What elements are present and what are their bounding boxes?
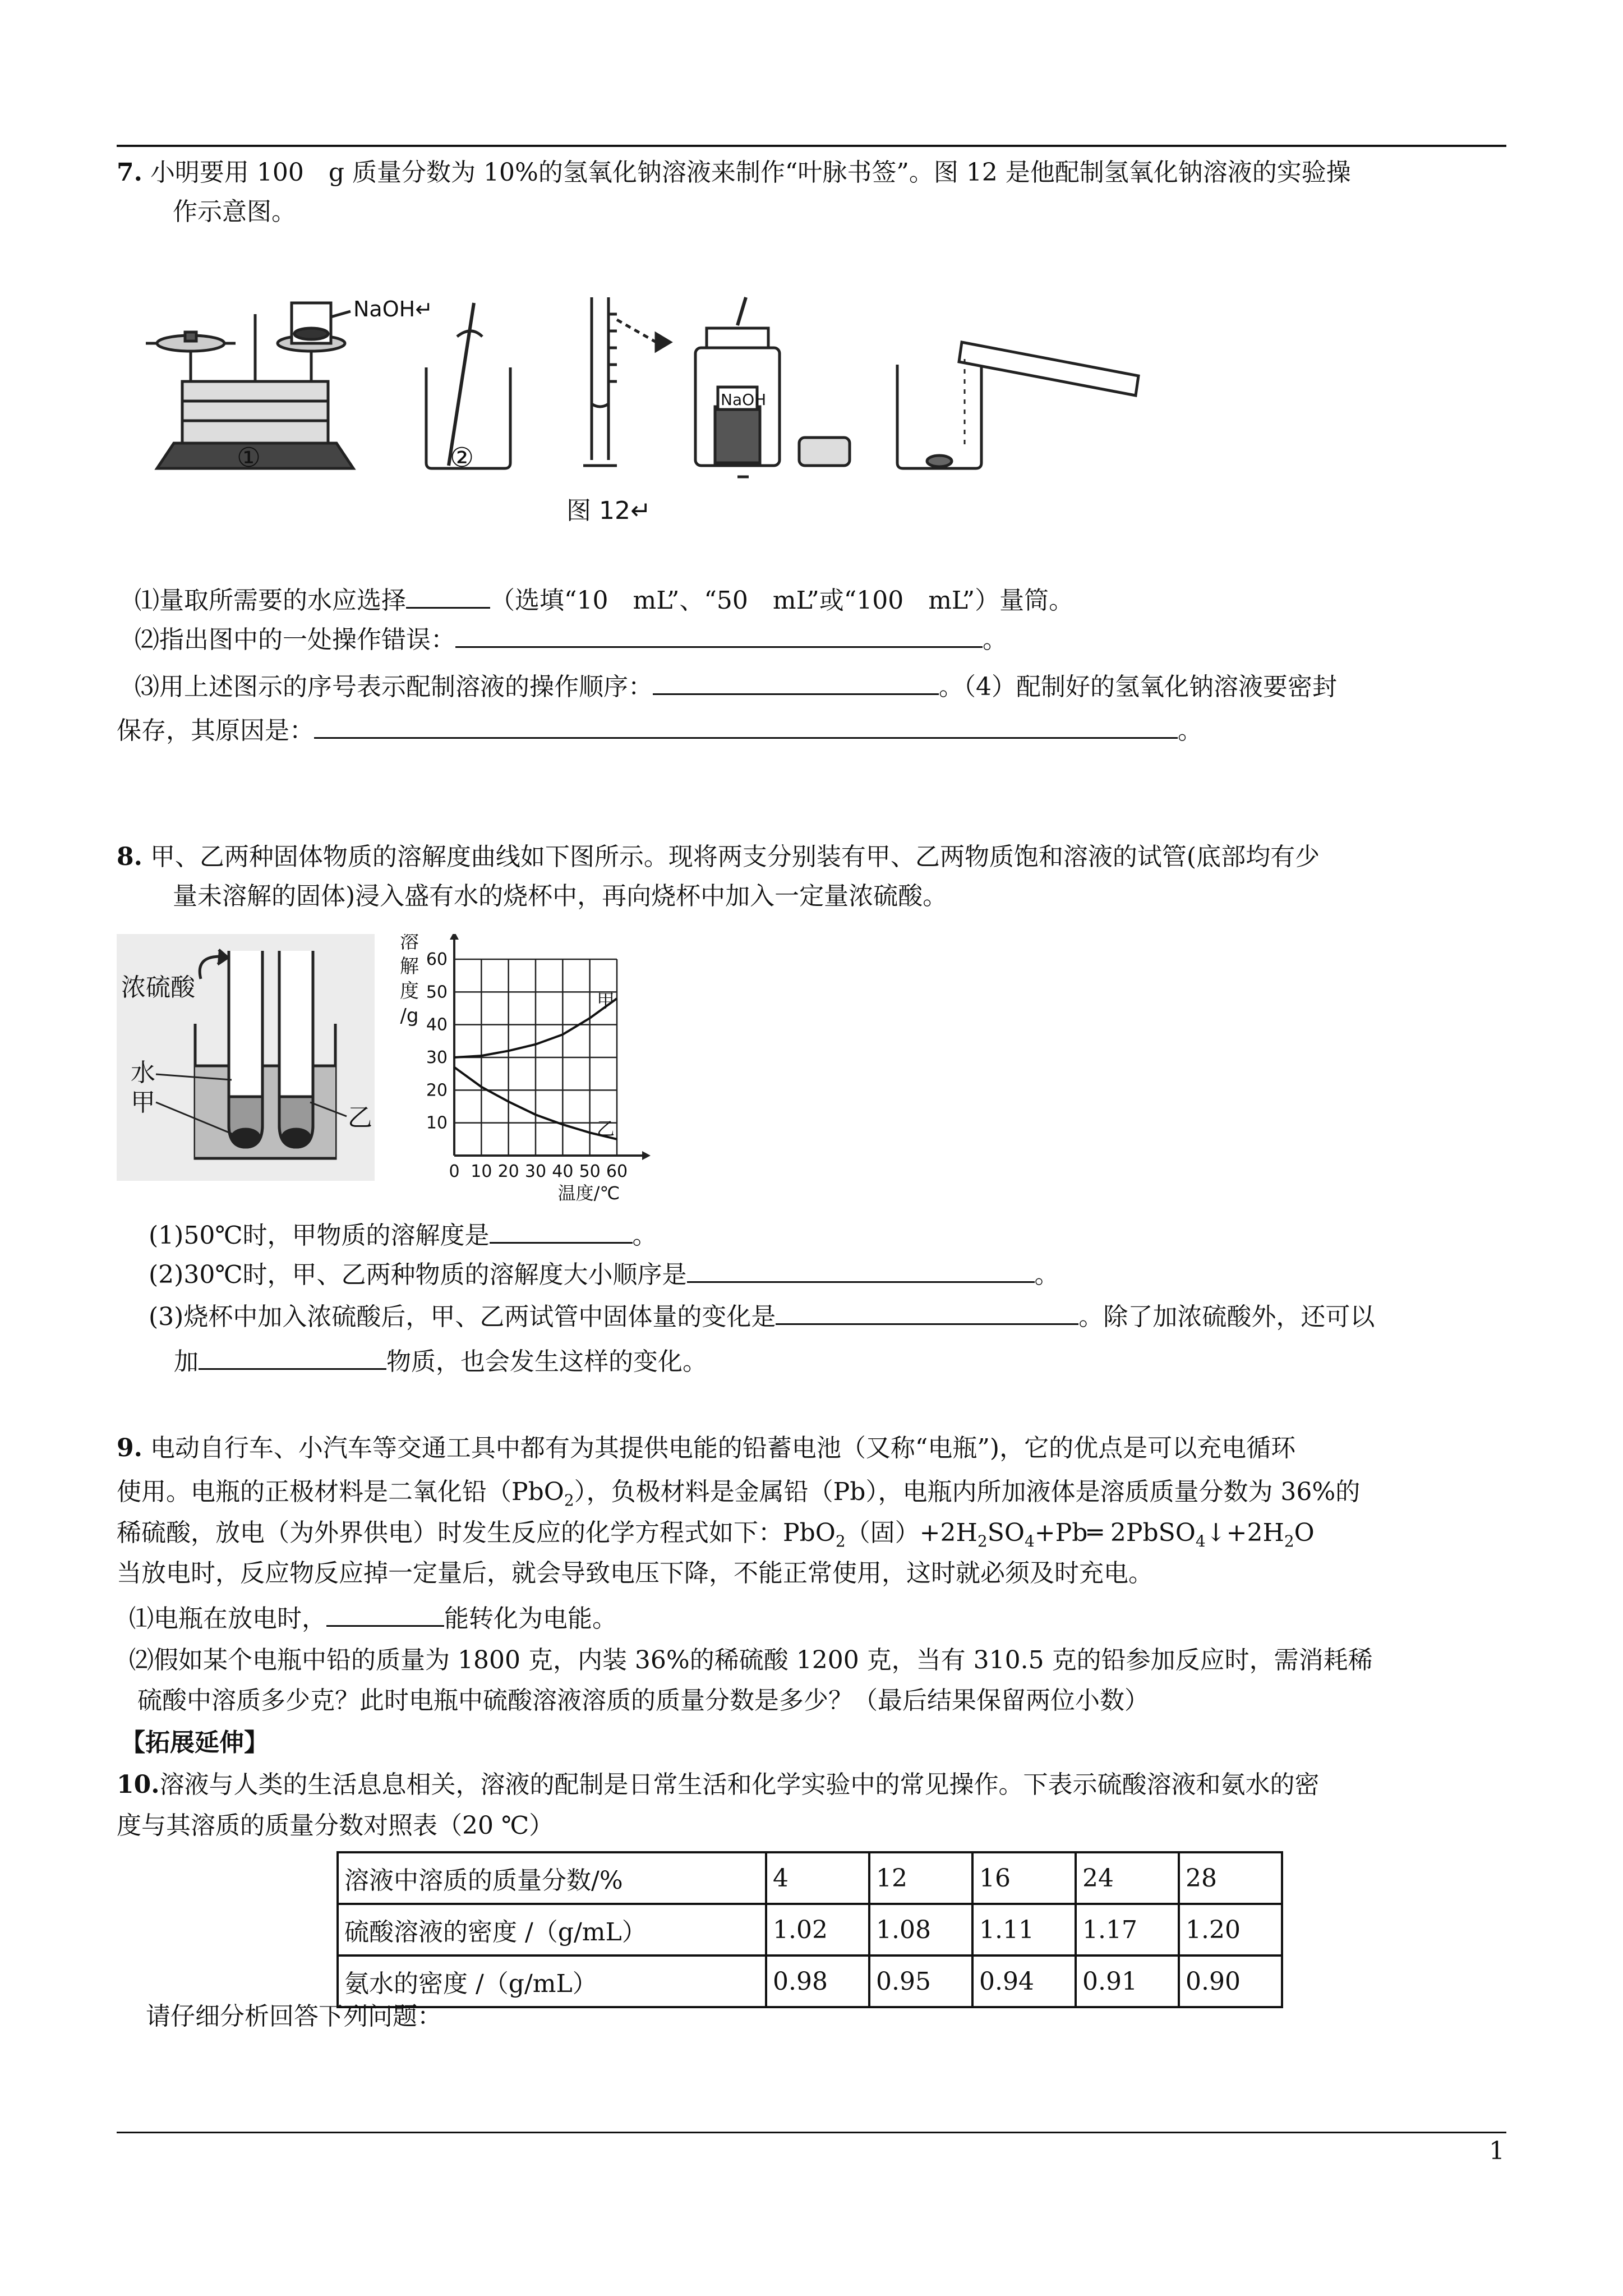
header-rule [117, 145, 1506, 147]
table-cell: 1.11 [972, 1904, 1076, 1955]
table-cell: 1.08 [869, 1904, 972, 1955]
x-tick-label: 30 [524, 1162, 547, 1181]
naoh-label: NaOH↵ [353, 297, 434, 321]
q9-sub1: ⑴电瓶在放电时， 能转化为电能。 [129, 1600, 617, 1636]
series-label-yi: 乙 [596, 1117, 615, 1139]
x-tick-label: 20 [497, 1162, 519, 1181]
table-cell: 硫酸溶液的密度 /（g/mL） [338, 1904, 766, 1955]
q9-line4: 当放电时，反应物反应掉一定量后，就会导致电压下降，不能正常使用，这时就必须及时充电。 [117, 1559, 1153, 1588]
q7-sub4: 保存，其原因是： 。 [117, 712, 1202, 748]
y-tick-label: 40 [426, 1015, 448, 1035]
q8-answer-blank-3[interactable] [776, 1299, 1078, 1325]
q8-sub4: 加 物质，也会发生这样的变化。 [174, 1343, 707, 1379]
q8-stem-line1: 8. 甲、乙两种固体物质的溶解度曲线如下图所示。现将两支分别装有甲、乙两物质饱和溶液的试管(底部均有少 [117, 843, 1320, 871]
x-tick-label: 10 [471, 1162, 492, 1181]
q9-sub2-line1: ⑵假如某个电瓶中铅的质量为 1800 克，内装 36%的稀硫酸 1200 克，当有 310.5 克的铅参加反应时，需消耗稀 [129, 1646, 1373, 1674]
water-label: 水 [131, 1059, 155, 1087]
table-row [338, 1904, 1282, 1955]
q7-stem-line2: 作示意图。 [173, 197, 296, 226]
x-axis-arrow [642, 1151, 651, 1160]
y-axis-label: 溶 [400, 934, 419, 953]
q8-sub2: (2)30℃时，甲、乙两种物质的溶解度大小顺序是 。 [149, 1257, 1059, 1292]
x-tick-label: 60 [606, 1162, 628, 1181]
pouring-illustration [897, 342, 1138, 468]
q8-sub3: (3)烧杯中加入浓硫酸后，甲、乙两试管中固体量的变化是 。除了加浓硫酸外，还可以 [149, 1299, 1375, 1334]
section-title: 【拓展延伸】 [121, 1728, 269, 1757]
q9-answer-blank-1[interactable] [326, 1600, 444, 1627]
q8-answer-blank-2[interactable] [687, 1257, 1035, 1283]
y-tick-label: 50 [426, 982, 448, 1002]
footer-rule [117, 2132, 1506, 2133]
yi-tube-label: 乙 [348, 1103, 372, 1132]
table-cell: 28 [1179, 1852, 1282, 1904]
page-number: 1 [1489, 2137, 1505, 2165]
solubility-chart [393, 934, 684, 1203]
q10-after-table: 请仔细分析回答下列问题： [146, 2002, 442, 2031]
q7-sub1: ⑴量取所需要的水应选择 （选填“10 mL”、“50 mL”或“100 mL”）量筒。 [135, 582, 1073, 618]
table-cell: 0.90 [1179, 1955, 1282, 2007]
beaker-test-tubes-figure [117, 934, 375, 1181]
table-cell: 0.94 [972, 1955, 1076, 2007]
q8-stem-line2: 量未溶解的固体)浸入盛有水的烧杯中，再向烧杯中加入一定量浓硫酸。 [173, 882, 948, 910]
table-cell: 氨水的密度 /（g/mL） [338, 1955, 766, 2007]
y-axis-label: 解 [400, 955, 419, 978]
density-table [336, 1851, 1283, 2008]
y-tick-label: 20 [426, 1080, 448, 1101]
y-axis-arrow [450, 934, 459, 940]
q7-stem-line1: 7. 小明要用 100 g 质量分数为 10%的氢氧化钠溶液来制作“叶脉书签”。图 12 是他配制氢氧化钠溶液的实验操 [117, 158, 1351, 187]
step-2-label: ② [450, 442, 474, 473]
q7-answer-blank-2[interactable] [455, 622, 983, 648]
x-tick-label: 40 [552, 1162, 574, 1181]
table-cell: 0.95 [869, 1955, 972, 2007]
table-cell: 24 [1076, 1852, 1179, 1904]
x-tick-label: 0 [449, 1162, 460, 1181]
step-1-label: ① [237, 442, 261, 473]
q7-answer-blank-1[interactable] [406, 582, 490, 609]
table-row [338, 1852, 1282, 1904]
q8-answer-blank-4[interactable] [199, 1343, 386, 1370]
q10-line2: 度与其溶质的质量分数对照表（20 ℃） [117, 1811, 554, 1840]
y-tick-label: 60 [426, 950, 448, 969]
table-cell: 1.20 [1179, 1904, 1282, 1955]
figure-12 [135, 280, 1144, 539]
table-cell: 溶液中溶质的质量分数/% [338, 1852, 766, 1904]
q8-sub1: (1)50℃时，甲物质的溶解度是 。 [149, 1217, 657, 1253]
table-cell: 1.17 [1076, 1904, 1179, 1955]
y-tick-label: 30 [426, 1048, 448, 1068]
y-tick-label: 10 [426, 1113, 448, 1133]
table-cell: 1.02 [766, 1904, 869, 1955]
acid-label: 浓硫酸 [121, 973, 195, 1002]
table-cell: 0.91 [1076, 1955, 1179, 2007]
q7-answer-blank-3[interactable] [653, 669, 939, 695]
figure-caption: 图 12↵ [566, 496, 651, 525]
table-cell: 4 [766, 1852, 869, 1904]
table-row [338, 1955, 1282, 2007]
jia-tube-label: 甲 [131, 1088, 155, 1117]
q7-answer-blank-4[interactable] [314, 712, 1178, 739]
q9-sub2-line2: 硫酸中溶质多少克？此时电瓶中硫酸溶液溶质的质量分数是多少？（最后结果保留两位小数） [137, 1686, 1149, 1715]
table-cell: 0.98 [766, 1955, 869, 2007]
q10-line1: 10.溶液与人类的生活息息相关，溶液的配制是日常生活和化学实验中的常见操作。下表示硫酸溶液和氨水的密 [117, 1770, 1320, 1799]
x-tick-label: 50 [579, 1162, 601, 1181]
table-cell: 16 [972, 1852, 1076, 1904]
jar-label: NaOH [721, 390, 767, 409]
q9-line2: 使用。电瓶的正极材料是二氧化铅（PbO$_2$），负极材料是金属铅（Pb），电瓶内所加液体是溶质质量分数为 36%的 [117, 1478, 1361, 1510]
series-label-jia: 甲 [596, 990, 615, 1011]
q9-line3: 稀硫酸，放电（为外界供电）时发生反应的化学方程式如下：PbO$_2$（固）$+2H_2SO_4+Pb═$ $2PbSO_4↓+2H_2O$ [117, 1519, 1315, 1550]
reagent-jar-illustration [695, 297, 850, 477]
q7-sub3: ⑶用上述图示的序号表示配制溶液的操作顺序： 。（4）配制好的氢氧化钠溶液要密封 [135, 669, 1337, 704]
table-cell: 12 [869, 1852, 972, 1904]
y-axis-label: /g [400, 1005, 419, 1027]
y-axis-label: 度 [400, 980, 419, 1002]
q7-sub2: ⑵指出图中的一处操作错误： 。 [135, 622, 1007, 657]
q8-answer-blank-1[interactable] [490, 1217, 633, 1244]
q9-line1: 9. 电动自行车、小汽车等交通工具中都有为其提供电能的铅蓄电池（又称“电瓶”)，它的优点是可以充电循环 [117, 1434, 1296, 1462]
cylinder-reading-illustration [583, 297, 670, 466]
x-axis-label: 温度/℃ [557, 1182, 620, 1203]
